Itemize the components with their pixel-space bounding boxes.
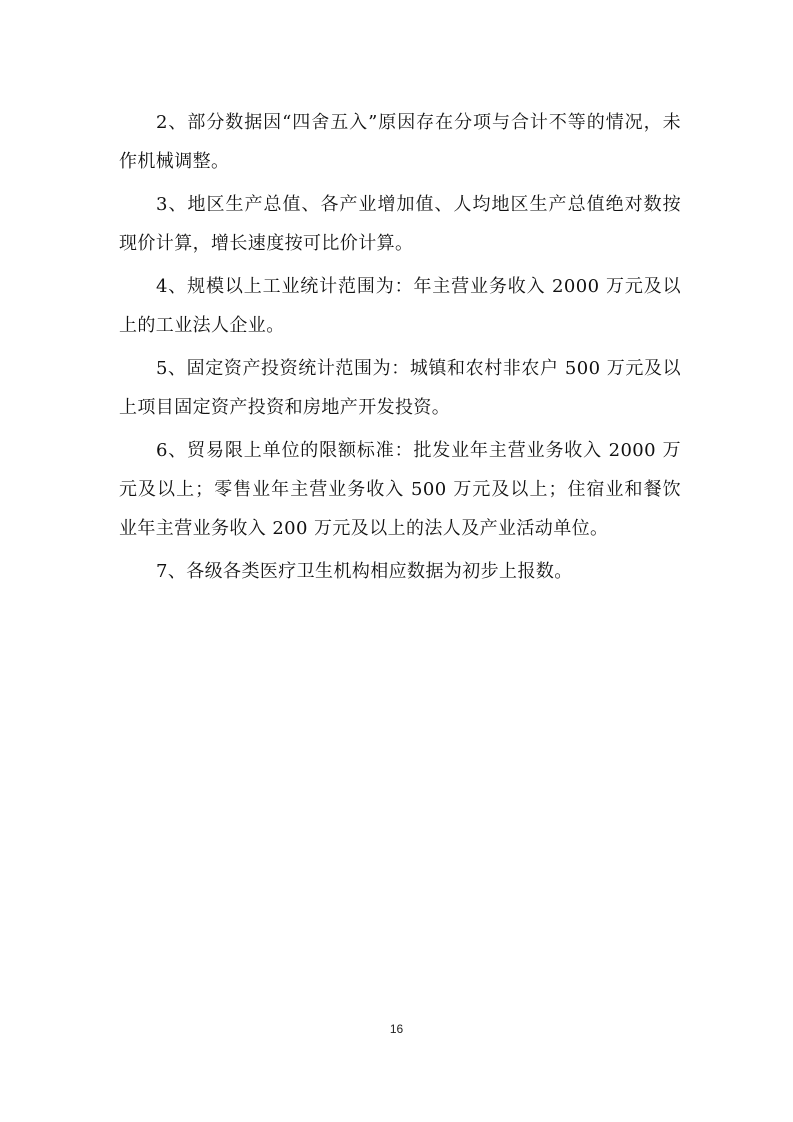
notes-section [119, 103, 681, 595]
note-paragraph-2: 2、部分数据因“四舍五入”原因存在分项与合计不等的情况，未作机械调整。 [119, 112, 681, 172]
note-paragraph-6: 6、贸易限上单位的限额标准：批发业年主营业务收入 2000 万元及以上；零售业年主营业务收入 500 万元及以上；住宿业和餐饮业年主营业务收入 200 万元及以上的法人及产业活动单位。 [119, 440, 681, 539]
note-paragraph-3: 3、地区生产总值、各产业增加值、人均地区生产总值绝对数按现价计算，增长速度按可比价计算。 [119, 194, 681, 254]
note-paragraph-5: 5、固定资产投资统计范围为：城镇和农村非农户 500 万元及以上项目固定资产投资和房地产开发投资。 [119, 358, 681, 418]
page-number: 16 [389, 1022, 404, 1036]
note-paragraph-4: 4、规模以上工业统计范围为：年主营业务收入 2000 万元及以上的工业法人企业。 [119, 276, 681, 336]
note-paragraph-7: 7、各级各类医疗卫生机构相应数据为初步上报数。 [156, 561, 573, 582]
